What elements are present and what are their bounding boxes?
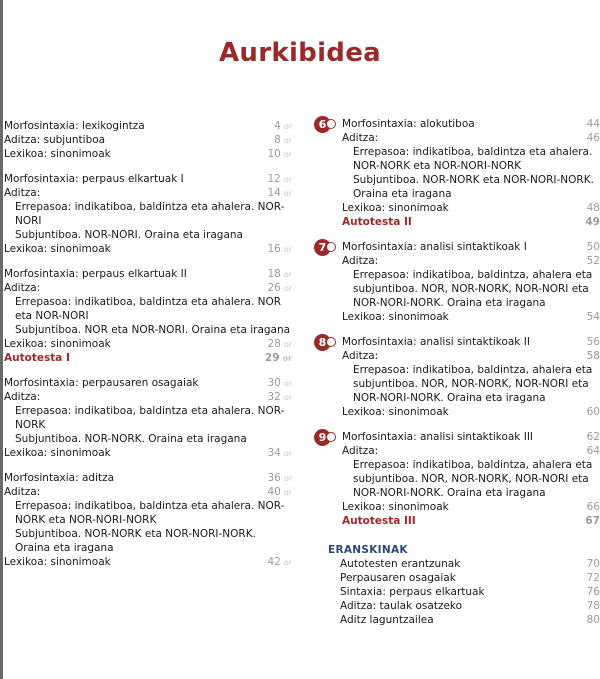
toc-entry[interactable]	[4, 119, 292, 133]
page-abbrev: or	[283, 474, 292, 483]
toc-entry[interactable]	[4, 351, 292, 365]
toc-entry-title: Aditza:	[342, 132, 379, 144]
toc-entry-title: Aditza:	[4, 486, 41, 498]
toc-entry[interactable]	[342, 310, 600, 324]
toc-entry[interactable]	[342, 349, 600, 363]
toc-entry-title: Autotesta I	[4, 352, 70, 364]
toc-entry-title: Aditz laguntzailea	[340, 614, 434, 626]
toc-entry[interactable]	[342, 131, 600, 145]
toc-entry[interactable]	[4, 281, 292, 295]
toc-entry-title: Autotesten erantzunak	[340, 558, 461, 570]
toc-entry-title: Morfosintaxia: perpaus elkartuak I	[4, 173, 184, 185]
page-abbrev: or	[283, 270, 292, 279]
toc-page-number: 26 or	[267, 282, 292, 294]
page-abbrev: or	[282, 354, 292, 363]
toc-entry-title: Morfosintaxia: analisi sintaktikoak I	[342, 241, 527, 253]
page-abbrev: or	[283, 449, 292, 458]
toc-entry-title: Aditza: taulak osatzeko	[340, 600, 463, 612]
page-abbrev: or	[283, 393, 292, 402]
toc-entry-title: Errepasoa: indikatiboa, baldintza eta ahalera. NOR-NORI	[15, 201, 285, 227]
toc-entry-title: Lexikoa: sinonimoak	[4, 447, 111, 459]
toc-page-number: 14 or	[267, 187, 292, 199]
toc-page-number: 66	[586, 501, 600, 513]
toc-page-number: 72	[586, 572, 600, 584]
toc-entry[interactable]	[4, 323, 292, 337]
toc-page-number: 12 or	[267, 173, 292, 185]
toc-page-number: 16 or	[267, 243, 292, 255]
appendix-entry[interactable]	[340, 613, 600, 627]
toc-entry-title: Errepasoa: indikatiboa, baldintza eta ahalera. NOR-NORK eta NOR-NORI-NORK	[353, 146, 593, 172]
toc-entry-title: Subjuntiboa. NOR-NORK eta NOR-NORI-NORK. Oraina eta iragana	[15, 528, 256, 554]
toc-page-number: 64	[586, 445, 600, 457]
toc-entry-title: Aditza:	[4, 187, 41, 199]
toc-page-number: 56	[586, 336, 600, 348]
toc-entry[interactable]	[342, 405, 600, 419]
appendix-entry[interactable]	[340, 557, 600, 571]
toc-page-number: 8 or	[274, 134, 292, 146]
toc-entry-title: Perpausaren osagaiak	[340, 572, 456, 584]
toc-entry-title: Lexikoa: sinonimoak	[342, 202, 449, 214]
toc-entry-title: Autotesta II	[342, 216, 412, 228]
toc-entry-title: Morfosintaxia: lexikogintza	[4, 120, 145, 132]
page-abbrev: or	[283, 136, 292, 145]
toc-left-column	[4, 119, 292, 569]
toc-entry[interactable]	[4, 172, 292, 186]
toc-page-number: 52	[586, 255, 600, 267]
toc-right-column	[316, 117, 600, 627]
unit-number-badge: 9	[314, 429, 331, 446]
toc-page-number: 10 or	[267, 148, 292, 160]
toc-entry[interactable]	[4, 471, 292, 485]
toc-entry[interactable]	[4, 446, 292, 460]
toc-entry-title: Morfosintaxia: analisi sintaktikoak II	[342, 336, 530, 348]
toc-entry-title: Errepasoa: indikatiboa, baldintza, ahalera eta subjuntiboa. NOR, NOR-NORK, NOR-NORI eta NOR-NORI-NORK. Oraina eta iragana	[353, 269, 593, 309]
toc-entry-title: Lexikoa: sinonimoak	[4, 338, 111, 350]
page-abbrev: or	[283, 284, 292, 293]
toc-entry-title: Aditza:	[4, 282, 41, 294]
toc-page-number: 28 or	[267, 338, 292, 350]
toc-entry[interactable]	[4, 133, 292, 147]
toc-page-number: 49	[585, 216, 600, 228]
page-abbrev: or	[283, 175, 292, 184]
appendix-list	[316, 557, 600, 627]
toc-entry-title: Lexikoa: sinonimoak	[342, 311, 449, 323]
toc-page-number: 40 or	[267, 486, 292, 498]
toc-page-number: 60	[586, 406, 600, 418]
toc-entry[interactable]	[4, 485, 292, 499]
page-abbrev: or	[283, 122, 292, 131]
toc-entry-title: Morfosintaxia: perpaus elkartuak II	[4, 268, 187, 280]
toc-page-number: 58	[586, 350, 600, 362]
toc-page-number: 42 or	[267, 556, 292, 568]
toc-entry-title: Aditza:	[4, 391, 41, 403]
toc-entry-title: Subjuntiboa. NOR eta NOR-NORI. Oraina eta iragana	[15, 324, 291, 336]
toc-entry[interactable]	[4, 432, 292, 446]
toc-entry-title: Subjuntiboa. NOR-NORK eta NOR-NORI-NORK. Oraina eta iragana	[353, 174, 594, 200]
toc-entry[interactable]	[342, 254, 600, 268]
toc-entry-title: Morfosintaxia: aditza	[4, 472, 115, 484]
page-edge	[0, 0, 3, 679]
toc-entry-title: Lexikoa: sinonimoak	[4, 556, 111, 568]
toc-entry[interactable]	[4, 228, 292, 242]
toc-entry[interactable]	[342, 430, 600, 444]
toc-entry-title: Sintaxia: perpaus elkartuak	[340, 586, 485, 598]
page-abbrev: or	[283, 189, 292, 198]
toc-entry[interactable]	[342, 363, 600, 405]
toc-entry[interactable]	[4, 390, 292, 404]
toc-entry-title: Aditza:	[342, 445, 379, 457]
toc-entry[interactable]	[342, 444, 600, 458]
toc-entry-title: Autotesta III	[342, 515, 416, 527]
toc-entry-title: Aditza:	[342, 255, 379, 267]
page-abbrev: or	[283, 488, 292, 497]
toc-page-number: 4 or	[274, 120, 292, 132]
toc-entry-title: Lexikoa: sinonimoak	[4, 243, 111, 255]
toc-entry[interactable]	[4, 555, 292, 569]
toc-page-number: 76	[586, 586, 600, 598]
toc-entry[interactable]	[4, 376, 292, 390]
toc-entry[interactable]	[4, 337, 292, 351]
unit-section	[316, 240, 600, 324]
toc-entry-title: Errepasoa: indikatiboa, baldintza eta ahalera. NOR eta NOR-NORI	[15, 296, 282, 322]
page-title: Aurkibidea	[219, 38, 381, 68]
toc-page-number: 36 or	[267, 472, 292, 484]
toc-entry[interactable]	[4, 527, 292, 555]
toc-entry[interactable]	[4, 186, 292, 200]
appendix-entry[interactable]	[340, 585, 600, 599]
toc-page-number: 70	[586, 558, 600, 570]
page-abbrev: or	[283, 340, 292, 349]
toc-entry-title: Morfosintaxia: alokutiboa	[342, 118, 475, 130]
toc-page-number: 80	[586, 614, 600, 626]
toc-entry[interactable]	[342, 173, 600, 201]
appendix-entry[interactable]	[340, 571, 600, 585]
toc-page-number: 54	[586, 311, 600, 323]
toc-entry-title: Lexikoa: sinonimoak	[342, 406, 449, 418]
toc-page-number: 32 or	[267, 391, 292, 403]
toc-entry-title: Errepasoa: indikatiboa, baldintza eta ahalera. NOR-NORK	[15, 405, 285, 431]
toc-page-number: 34 or	[267, 447, 292, 459]
toc-entry[interactable]	[342, 145, 600, 173]
toc-page-number: 44	[586, 118, 600, 130]
toc-entry[interactable]	[342, 215, 600, 229]
toc-entry[interactable]	[4, 267, 292, 281]
toc-entry[interactable]	[4, 147, 292, 161]
unit-number-badge: 7	[314, 239, 331, 256]
toc-page-number: 29 or	[264, 352, 292, 364]
toc-entry[interactable]	[4, 404, 292, 432]
toc-page-number: 46	[586, 132, 600, 144]
toc-entry-title: Subjuntiboa. NOR-NORI. Oraina eta iragana	[15, 229, 243, 241]
unit-number-badge: 6	[314, 116, 331, 133]
toc-page-number: 30 or	[267, 377, 292, 389]
page-abbrev: or	[283, 245, 292, 254]
toc-entry[interactable]	[342, 117, 600, 131]
toc-page-number: 78	[586, 600, 600, 612]
toc-entry-title: Aditza: subjuntiboa	[4, 134, 106, 146]
toc-page-number: 62	[586, 431, 600, 443]
unit-section	[316, 117, 600, 229]
unit-section	[316, 430, 600, 528]
toc-entry-title: Errepasoa: indikatiboa, baldintza, ahalera eta subjuntiboa. NOR, NOR-NORK, NOR-NORI eta NOR-NORI-NORK. Oraina eta iragana	[353, 364, 593, 404]
toc-entry-title: Errepasoa: indikatiboa, baldintza, ahalera eta subjuntiboa. NOR, NOR-NORK, NOR-NORI eta NOR-NORI-NORK. Oraina eta iragana	[353, 459, 593, 499]
toc-entry[interactable]	[342, 201, 600, 215]
appendix-entry[interactable]	[340, 599, 600, 613]
toc-entry-title: Morfosintaxia: analisi sintaktikoak III	[342, 431, 534, 443]
toc-entry[interactable]	[4, 295, 292, 323]
toc-entry[interactable]	[342, 514, 600, 528]
page-abbrev: or	[283, 150, 292, 159]
toc-entry[interactable]	[342, 335, 600, 349]
toc-entry[interactable]	[342, 268, 600, 310]
toc-entry-title: Lexikoa: sinonimoak	[342, 501, 449, 513]
page-abbrev: or	[283, 558, 292, 567]
toc-page-number: 67	[585, 515, 600, 527]
page-abbrev: or	[283, 379, 292, 388]
unit-number-badge: 8	[314, 334, 331, 351]
toc-page-number: 50	[586, 241, 600, 253]
toc-page-number: 48	[586, 202, 600, 214]
toc-entry-title: Aditza:	[342, 350, 379, 362]
toc-entry[interactable]	[4, 499, 292, 527]
toc-page-number: 18 or	[267, 268, 292, 280]
toc-entry-title: Subjuntiboa. NOR-NORK. Oraina eta iragana	[15, 433, 247, 445]
toc-entry[interactable]	[342, 500, 600, 514]
toc-entry[interactable]	[4, 200, 292, 228]
unit-section	[316, 335, 600, 419]
toc-entry-title: Errepasoa: indikatiboa, baldintza eta ahalera. NOR-NORK eta NOR-NORI-NORK	[15, 500, 285, 526]
toc-entry-title: Morfosintaxia: perpausaren osagaiak	[4, 377, 199, 389]
toc-entry-title: Lexikoa: sinonimoak	[4, 148, 111, 160]
toc-entry[interactable]	[342, 240, 600, 254]
appendix-heading: ERANSKINAK	[328, 544, 408, 556]
toc-entry[interactable]	[342, 458, 600, 500]
toc-entry[interactable]	[4, 242, 292, 256]
